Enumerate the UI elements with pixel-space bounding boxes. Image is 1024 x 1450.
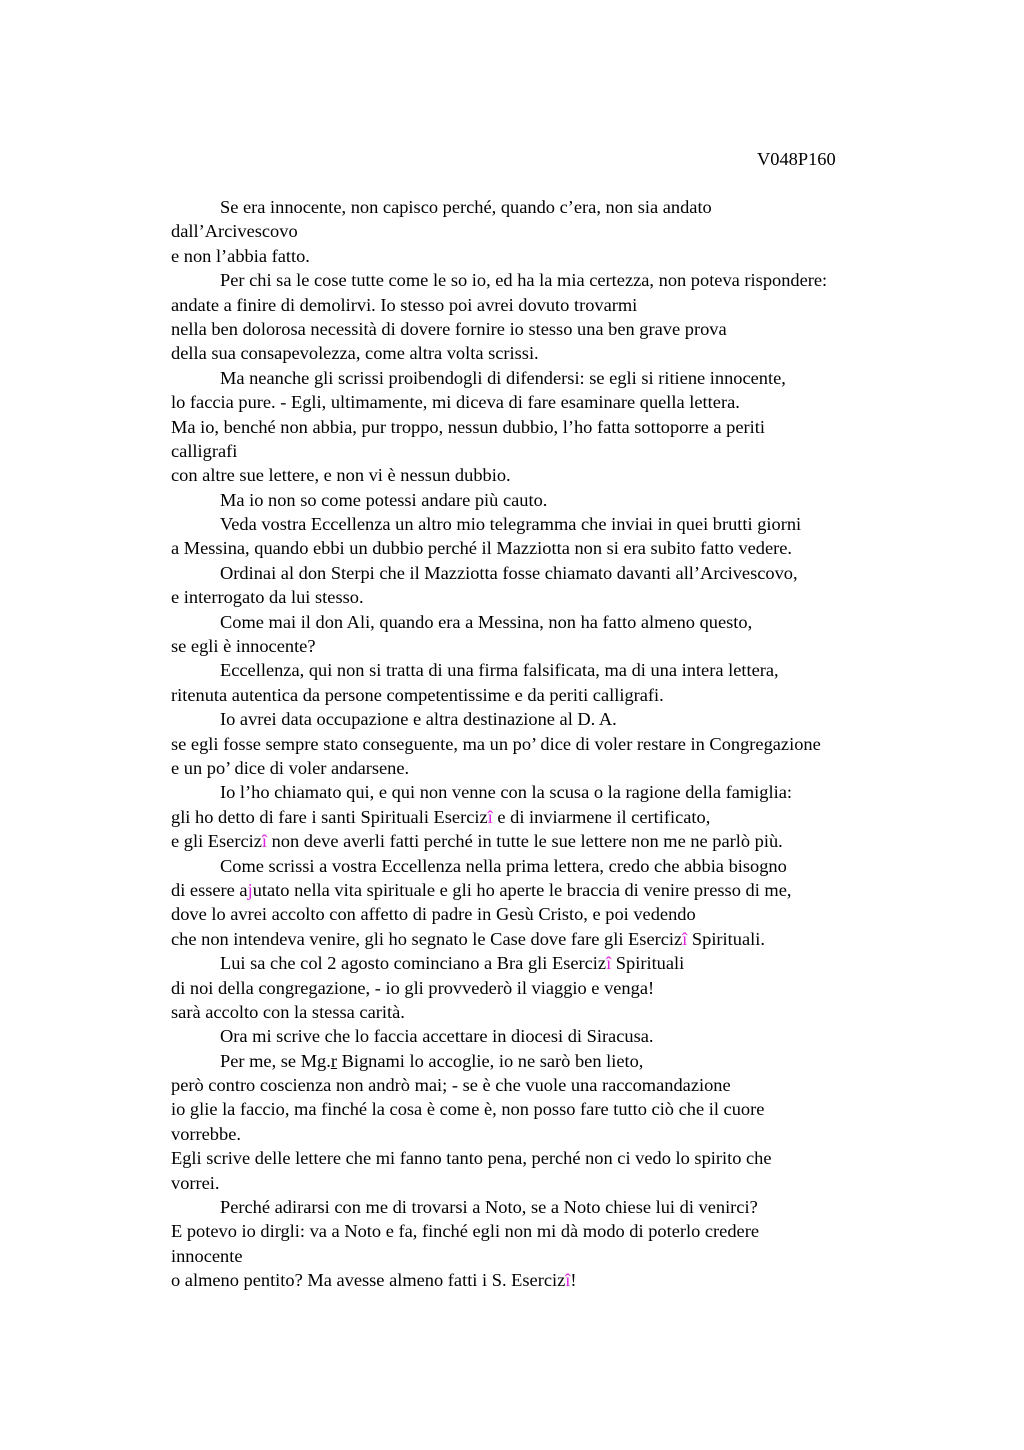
text-fragment: Ma neanche gli scrissi proibendogli di difendersi: se egli si ritiene innocente,	[220, 367, 786, 388]
text-line	[171, 1244, 931, 1268]
text-fragment: vorrei.	[171, 1172, 220, 1193]
text-fragment: innocente	[171, 1245, 243, 1266]
text-line	[171, 512, 931, 536]
text-line	[171, 1146, 931, 1170]
text-fragment: Ora mi scrive che lo faccia accettare in diocesi di Siracusa.	[220, 1026, 654, 1047]
text-fragment: Se era innocente, non capisco perché, quando c’era, non sia andato	[220, 197, 712, 217]
text-line	[171, 219, 931, 243]
text-line	[171, 1097, 931, 1121]
text-fragment: vorrebbe.	[171, 1123, 241, 1144]
text-fragment: Ma io non so come potessi andare più cauto.	[220, 489, 548, 510]
text-line	[171, 683, 931, 707]
text-fragment: Bignami lo accoglie, io ne sarò ben lieto,	[336, 1050, 644, 1071]
page-identifier: V048P160	[757, 149, 836, 169]
text-fragment: Per chi sa le cose tutte come le so io, ed ha la mia certezza, non poteva rispondere:	[220, 270, 828, 291]
text-line	[171, 585, 931, 609]
text-line	[171, 1000, 931, 1024]
text-fragment: Veda vostra Eccellenza un altro mio telegramma che inviai in quei brutti giorni	[220, 514, 802, 535]
letter-body	[171, 195, 931, 1293]
text-line	[171, 1122, 931, 1146]
text-line	[171, 902, 931, 926]
text-line	[171, 463, 931, 487]
text-fragment: ritenuta autentica da persone competentissime e da periti calligrafi.	[171, 684, 664, 705]
text-line	[171, 1195, 931, 1219]
text-fragment: se egli fosse sempre stato conseguente, ma un po’ dice di voler restare in Congregazione	[171, 733, 821, 754]
text-line	[171, 366, 931, 390]
text-fragment: Egli scrive delle lettere che mi fanno tanto pena, perché non ci vedo lo spirito che	[171, 1148, 772, 1169]
text-fragment: dove lo avrei accolto con affetto di padre in Gesù Cristo, e poi vedendo	[171, 904, 696, 925]
text-fragment: calligrafi	[171, 440, 238, 461]
text-fragment: se egli è innocente?	[171, 636, 316, 657]
text-fragment: gli ho detto di fare i santi Spirituali Esercizî	[171, 806, 493, 827]
text-line	[171, 341, 931, 365]
text-fragment: io glie la faccio, ma finché la cosa è come è, non posso fare tutto ciò che il cuore	[171, 1099, 765, 1120]
text-fragment: Come mai il don Ali, quando era a Messina, non ha fatto almeno questo,	[220, 611, 753, 632]
text-fragment: Lui sa che col 2 agosto cominciano a Bra gli Esercizî	[220, 953, 612, 974]
text-line	[171, 561, 931, 585]
text-line	[171, 488, 931, 512]
text-fragment: di noi della congregazione, - io gli provvederò il viaggio e venga!	[171, 977, 655, 998]
text-line	[171, 732, 931, 756]
text-fragment: Ma io, benché non abbia, pur troppo, nessun dubbio, l’ho fatta sottoporre a periti	[171, 416, 765, 437]
text-fragment: r	[330, 1050, 337, 1071]
text-line	[171, 1049, 931, 1073]
text-fragment: E potevo io dirgli: va a Noto e fa, finché egli non mi dà modo di poterlo credere	[171, 1221, 759, 1242]
text-fragment: e un po’ dice di voler andarsene.	[171, 757, 410, 778]
text-fragment: di essere aj	[171, 879, 253, 900]
text-line	[171, 634, 931, 658]
text-line	[171, 829, 931, 853]
text-line	[171, 610, 931, 634]
text-fragment: o almeno pentito? Ma avesse almeno fatti i S. Esercizî	[171, 1270, 571, 1291]
text-fragment: Per me, se Mg.	[220, 1050, 331, 1071]
text-fragment: della sua consapevolezza, come altra volta scrissi.	[171, 343, 539, 364]
text-line	[171, 805, 931, 829]
text-line	[171, 878, 931, 902]
text-fragment: andate a finire di demolirvi. Io stesso poi avrei dovuto trovarmi	[171, 294, 638, 315]
text-line	[171, 951, 931, 975]
text-fragment: lo faccia pure. - Egli, ultimamente, mi diceva di fare esaminare quella lettera.	[171, 392, 740, 413]
text-line	[171, 927, 931, 951]
text-line	[171, 1219, 931, 1243]
text-fragment: non deve averli fatti perché in tutte le sue lettere non me ne parlò più.	[267, 831, 783, 852]
text-line	[171, 536, 931, 560]
text-fragment: Io l’ho chiamato qui, e qui non venne con la scusa o la ragione della famiglia:	[220, 782, 792, 803]
text-fragment: dall’Arcivescovo	[171, 221, 298, 242]
text-fragment: sarà accolto con la stessa carità.	[171, 1001, 405, 1022]
text-fragment: utato nella vita spirituale e gli ho aperte le braccia di venire presso di me,	[252, 879, 792, 900]
text-fragment: !	[570, 1270, 577, 1291]
text-line	[171, 780, 931, 804]
text-line	[171, 976, 931, 1000]
text-line	[171, 1171, 931, 1195]
text-fragment: a Messina, quando ebbi un dubbio perché il Mazziotta non si era subito fatto vedere.	[171, 538, 793, 559]
text-fragment: Io avrei data occupazione e altra destinazione al D. A.	[220, 709, 617, 730]
text-line	[171, 854, 931, 878]
text-line	[171, 707, 931, 731]
text-fragment: con altre sue lettere, e non vi è nessun dubbio.	[171, 465, 511, 486]
text-line	[171, 268, 931, 292]
text-line	[171, 390, 931, 414]
text-line	[171, 1268, 931, 1292]
text-fragment: Spirituali	[611, 953, 685, 974]
text-fragment: Ordinai al don Sterpi che il Mazziotta fosse chiamato davanti all’Arcivescovo,	[220, 562, 798, 583]
text-fragment: Perché adirarsi con me di trovarsi a Noto, se a Noto chiese lui di venirci?	[220, 1197, 758, 1218]
text-line	[171, 415, 931, 439]
text-fragment: e gli Esercizî	[171, 831, 268, 852]
text-line	[171, 195, 931, 219]
text-fragment: che non intendeva venire, gli ho segnato le Case dove fare gli Esercizî	[171, 928, 688, 949]
text-line	[171, 293, 931, 317]
text-fragment: e di inviarmene il certificato,	[492, 806, 711, 827]
text-line	[171, 1073, 931, 1097]
text-line	[171, 317, 931, 341]
text-line	[171, 756, 931, 780]
text-line	[171, 244, 931, 268]
text-line	[171, 658, 931, 682]
text-fragment: Spirituali.	[687, 928, 765, 949]
text-fragment: però contro coscienza non andrò mai; - se è che vuole una raccomandazione	[171, 1075, 731, 1096]
text-fragment: Come scrissi a vostra Eccellenza nella prima lettera, credo che abbia bisogno	[220, 855, 787, 876]
text-line	[171, 1024, 931, 1048]
text-line	[171, 439, 931, 463]
text-fragment: e interrogato da lui stesso.	[171, 587, 364, 608]
text-fragment: e non l’abbia fatto.	[171, 245, 310, 266]
text-fragment: Eccellenza, qui non si tratta di una firma falsificata, ma di una intera lettera,	[220, 660, 779, 681]
text-fragment: nella ben dolorosa necessità di dovere fornire io stesso una ben grave prova	[171, 318, 727, 339]
